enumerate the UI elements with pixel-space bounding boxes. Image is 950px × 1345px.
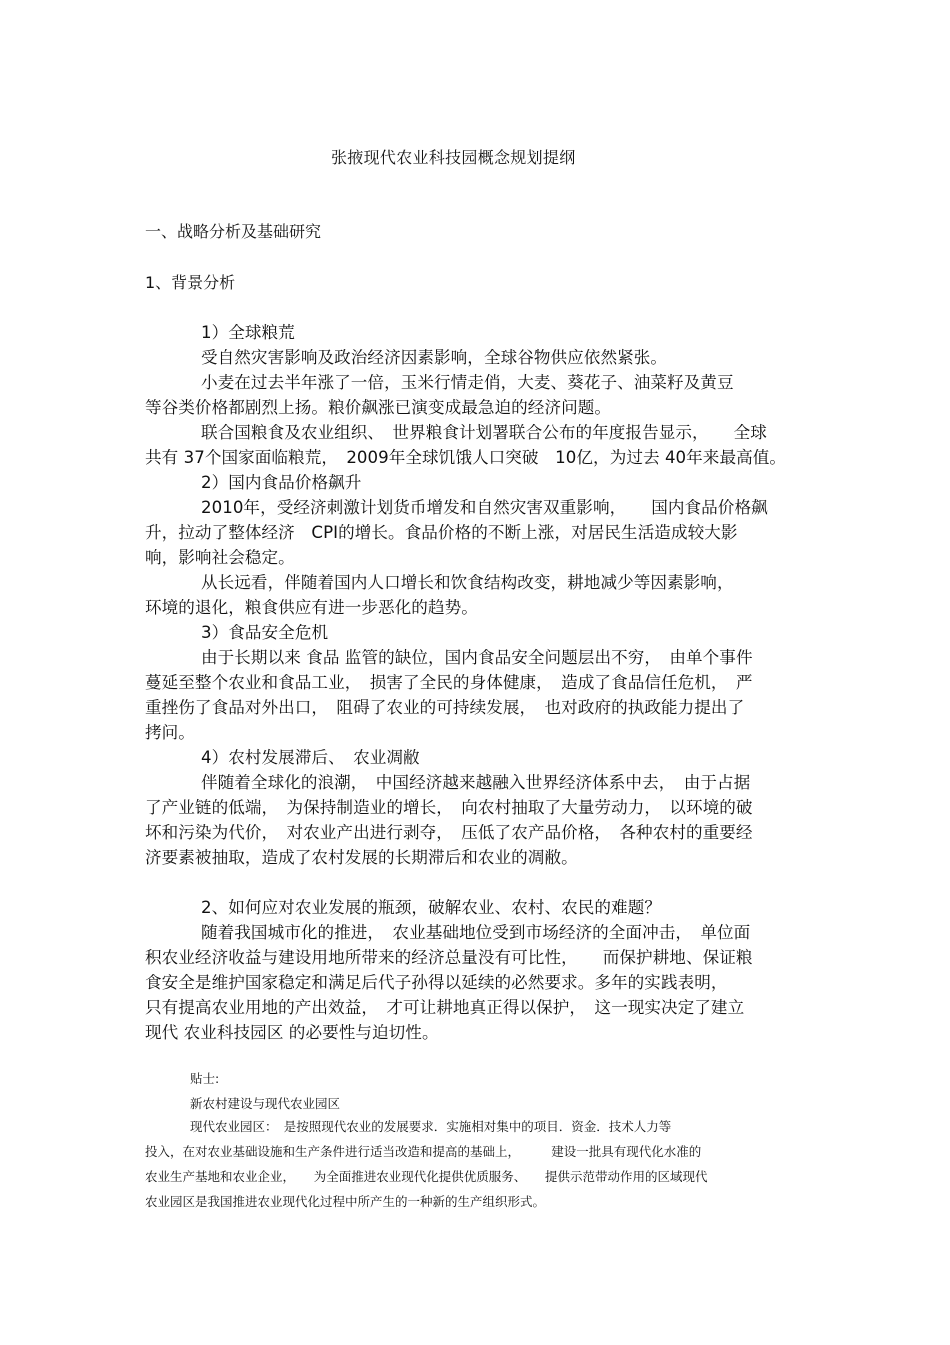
paragraph-line: 拷问。 <box>145 723 195 742</box>
paragraph-line: 受自然灾害影响及政治经济因素影响，全球谷物供应依然紧张。 <box>201 348 668 367</box>
paragraph-line: 食安全是维护国家稳定和满足后代子孙得以延续的必然要求。多年的实践表明， <box>145 973 728 992</box>
item-heading-domestic-food-prices: 2）国内食品价格飙升 <box>201 473 362 492</box>
paragraph-line: 坏和污染为代价， 对农业产出进行剥夺， 压低了农产品价格， 各种农村的重要经 <box>145 823 753 842</box>
paragraph-line: 蔓延至整个农业和食品工业， 损害了全民的身体健康， 造成了食品信任危机， 严 <box>145 673 753 692</box>
paragraph-line: 现代 农业科技园区 的必要性与迫切性。 <box>145 1023 439 1042</box>
tip-line: 投入，在对农业基础设施和生产条件进行适当改造和提高的基础上， 建设一批具有现代化水准的 <box>145 1144 702 1159</box>
paragraph-line: 等谷类价格都剧烈上扬。粮价飙涨已演变成最急迫的经济问题。 <box>145 398 612 417</box>
paragraph-line: 升，拉动了整体经济 CPI的增长。食品价格的不断上涨，对居民生活造成较大影 <box>145 523 738 542</box>
paragraph-line: 了产业链的低端， 为保持制造业的增长， 向农村抽取了大量劳动力， 以环境的破 <box>145 798 753 817</box>
page-title: 张掖现代农业科技园概念规划提纲 <box>331 148 576 167</box>
tip-line: 农业生产基地和农业企业， 为全面推进农业现代化提供优质服务、 提供示范带动作用的区域现代 <box>145 1169 708 1184</box>
tip-label: 贴士: <box>190 1071 220 1086</box>
section-heading-strategy: 一、战略分析及基础研究 <box>145 222 322 241</box>
paragraph-line: 联合国粮食及农业组织、 世界粮食计划署联合公布的年度报告显示， 全球 <box>201 423 767 442</box>
paragraph-line: 伴随着全球化的浪潮， 中国经济越来越融入世界经济体系中去， 由于占据 <box>201 773 751 792</box>
item-heading-rural-development: 4）农村发展滞后、 农业凋敝 <box>201 748 420 767</box>
paragraph-line: 由于长期以来 食品 监管的缺位，国内食品安全问题层出不穷， 由单个事件 <box>201 648 753 667</box>
paragraph-line: 响，影响社会稳定。 <box>145 548 295 567</box>
paragraph-line: 从长远看，伴随着国内人口增长和饮食结构改变，耕地减少等因素影响， <box>201 573 734 592</box>
paragraph-line: 随着我国城市化的推进， 农业基础地位受到市场经济的全面冲击， 单位面 <box>201 923 751 942</box>
paragraph-line: 只有提高农业用地的产出效益， 才可让耕地真正得以保护， 这一现实决定了建立 <box>145 998 745 1017</box>
tip-line: 农业园区是我国推进农业现代化过程中所产生的一种新的生产组织形式。 <box>145 1194 546 1209</box>
subsection-heading-bottleneck: 2、如何应对农业发展的瓶颈，破解农业、农村、农民的难题？ <box>201 898 661 917</box>
item-heading-food-safety-crisis: 3）食品安全危机 <box>201 623 329 642</box>
paragraph-line: 小麦在过去半年涨了一倍，玉米行情走俏，大麦、葵花子、油菜籽及黄豆 <box>201 373 734 392</box>
subsection-heading-background: 1、背景分析 <box>145 273 236 292</box>
paragraph-line: 积农业经济收益与建设用地所带来的经济总量没有可比性， 而保护耕地、保证粮 <box>145 948 753 967</box>
paragraph-line: 环境的退化，粮食供应有进一步恶化的趋势。 <box>145 598 478 617</box>
paragraph-line: 重挫伤了食品对外出口， 阻碍了农业的可持续发展， 也对政府的执政能力提出了 <box>145 698 745 717</box>
item-heading-global-food-shortage: 1）全球粮荒 <box>201 323 295 342</box>
paragraph-line: 2010年，受经济刺激计划货币增发和自然灾害双重影响， 国内食品价格飙 <box>201 498 768 517</box>
tip-subtitle: 新农村建设与现代农业园区 <box>190 1096 341 1111</box>
paragraph-line: 济要素被抽取，造成了农村发展的长期滞后和农业的凋敝。 <box>145 848 578 867</box>
tip-line: 现代农业园区： 是按照现代农业的发展要求．实施相对集中的项目．资金．技术人力等 <box>190 1119 672 1134</box>
paragraph-line: 共有 37个国家面临粮荒， 2009年全球饥饿人口突破 10亿，为过去 40年来最高值。 <box>145 448 787 467</box>
